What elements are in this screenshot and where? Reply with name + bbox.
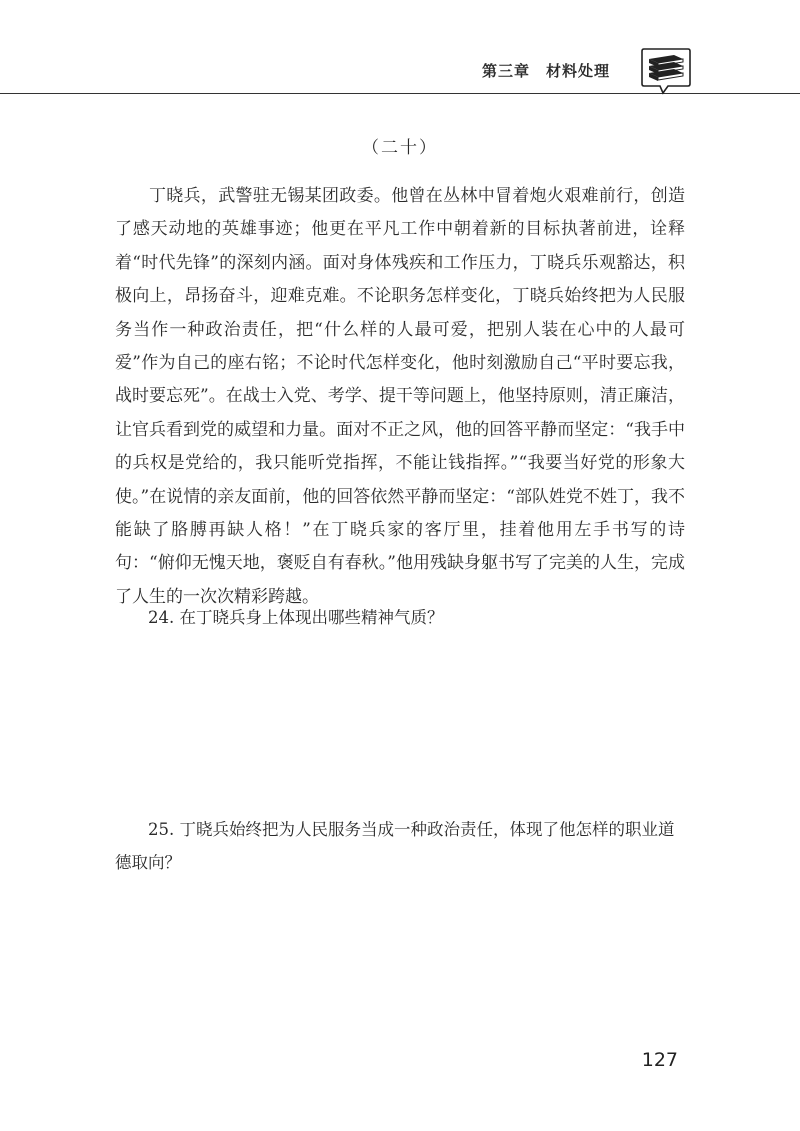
page-number: 127 — [641, 1049, 678, 1071]
chapter-title: 第三章 材料处理 — [481, 62, 610, 80]
answer-space-24 — [115, 640, 685, 800]
section-title: （二十） — [362, 138, 438, 158]
book-stack-icon — [640, 46, 692, 98]
question-24: 24. 在丁晓兵身上体现出哪些精神气质？ — [148, 608, 444, 627]
answer-space-25 — [115, 880, 685, 1030]
page-header — [0, 0, 800, 100]
reading-passage: 丁晓兵，武警驻无锡某团政委。他曾在丛林中冒着炮火艰难前行，创造了感天动地的英雄事迹；他更在平凡工作中朝着新的目标执著前进，诠释着“时代先锋”的深刻内涵。面对身体残疾和工作压力，丁晓兵乐观豁达，积极向上，昂扬奋斗，迎难克难。不论职务怎样变化，丁晓兵始终把为人民服务当作一种政治责任，把“什么样的人最可爱，把别人装在心中的人最可爱”作为自己的座右铭；不论时代怎样变化，他时刻激励自己“平时要忘我，战时要忘死”。在战士入党、考学、提干等问题上，他坚持原则，清正廉洁，让官兵看到党的威望和力量。面对不正之风，他的回答平静而坚定：“我手中的兵权是党给的，我只能听党指挥，不能让钱指挥。”“我要当好党的形象大使。”在说情的亲友面前，他的回答依然平静而坚定：“部队姓党不姓丁，我不能缺了胳膊再缺人格！”在丁晓兵家的客厅里，挂着他用左手书写的诗句：“俯仰无愧天地，褒贬自有春秋。”他用残缺身躯书写了完美的人生，完成了人生的一次次精彩跨越。 — [115, 186, 685, 607]
question-25: 25. 丁晓兵始终把为人民服务当成一种政治责任，体现了他怎样的职业道德取向？ — [115, 820, 675, 873]
